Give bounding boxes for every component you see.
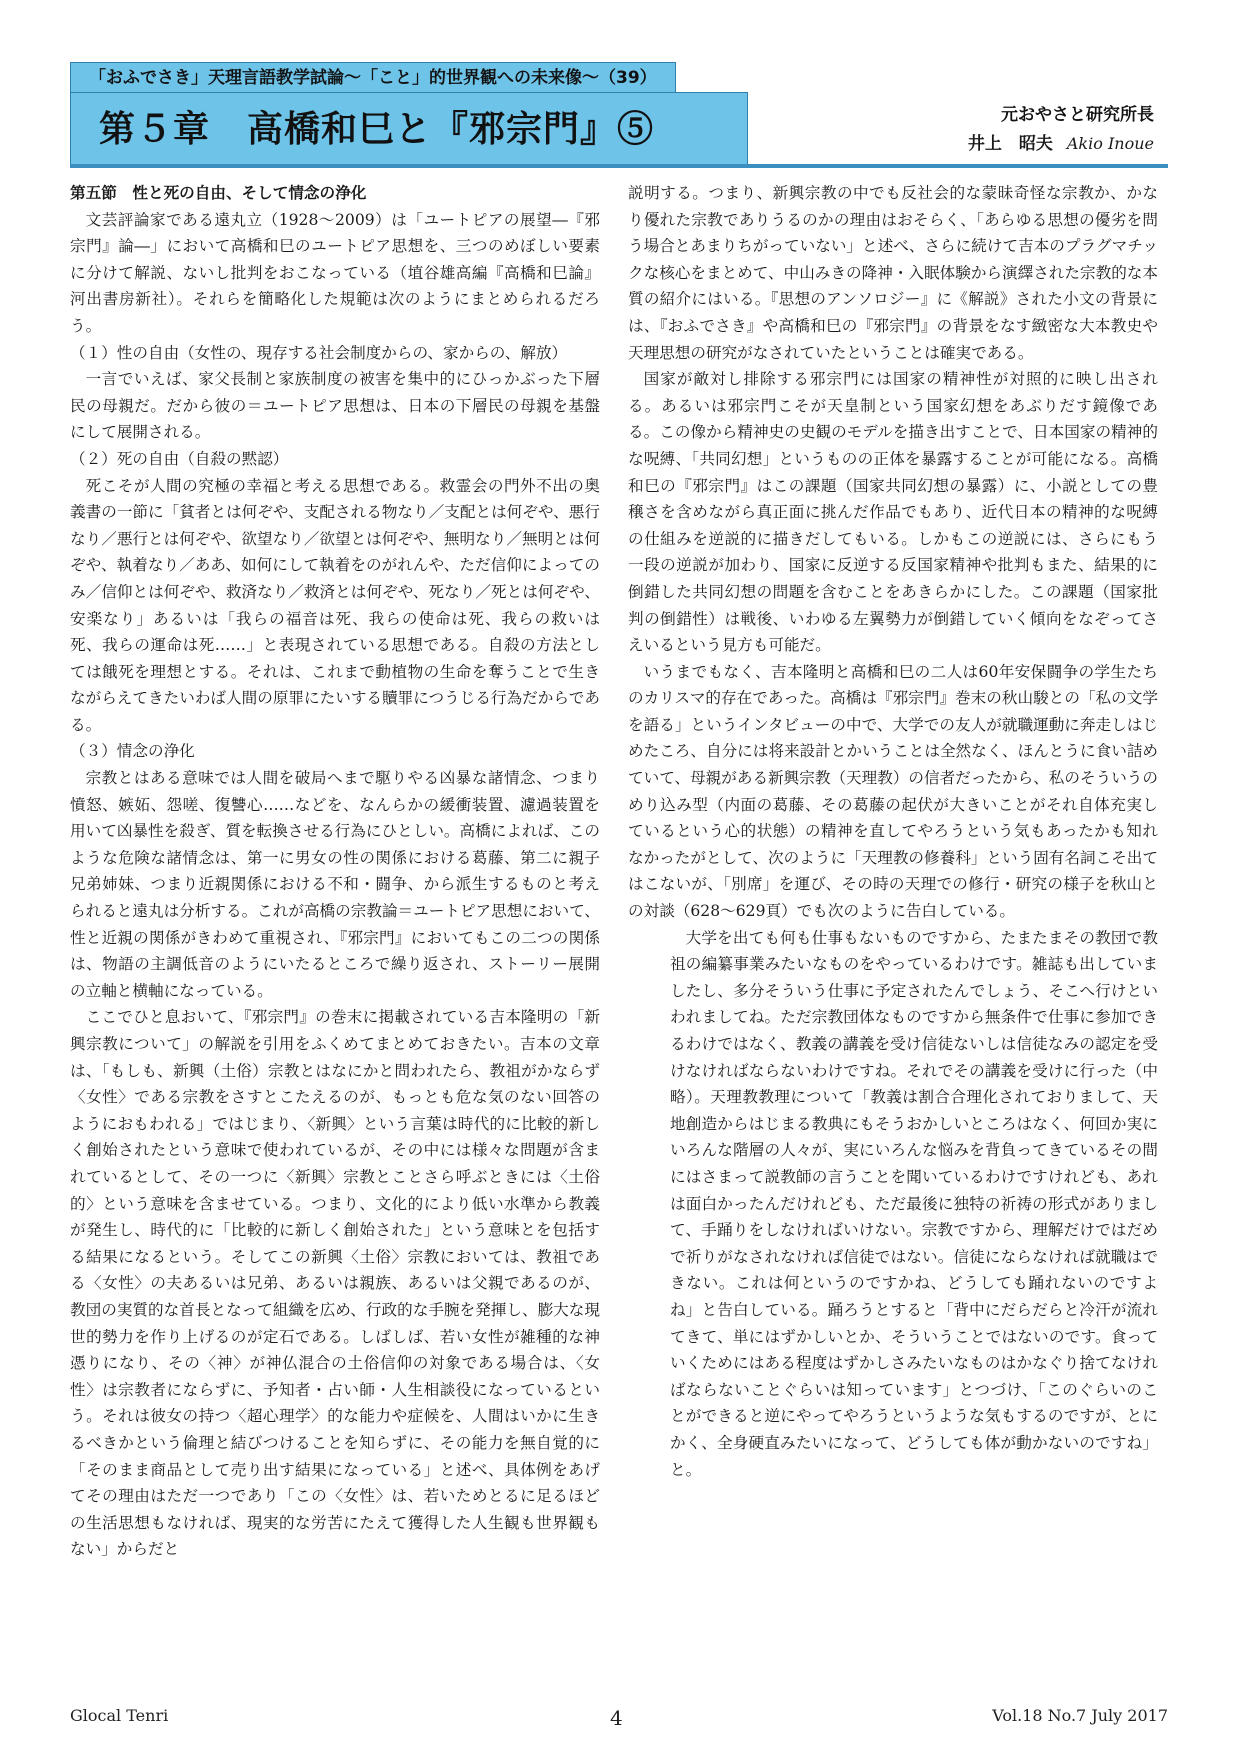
paragraph: いうまでもなく、吉本隆明と高橋和巳の二人は60年安保闘争の学生たちのカリスマ的存在であった。高橋は『邪宗門』巻末の秋山駿との「私の文学を語る」というインタビューの中で、大学での友人が就職運動に奔走しはじめたころ、自分には将来設計とかいうことは全然なく、ほんとうに食い詰めていて、母親がある新興宗教（天理教）の信者だったから、私のそういうのめり込み型（内面の葛藤、その葛藤の起伏が大きいことがそれ自体充実しているという心的状態）の精神を直してやろうという気もあったかも知れなかったがとして、次のように「天理教の修養科」という固有名詞こそ出てはこないが、「別席」を運び、その時の天理での修行・研究の様子を秋山との対談（628～629頁）でも次のように告白している。	[628, 662, 1158, 921]
volume-info: Vol.18 No.7 July 2017	[992, 1706, 1168, 1725]
article-header	[70, 62, 1168, 172]
paragraph: 説明する。つまり、新興宗教の中でも反社会的な蒙昧奇怪な宗教か、かなり優れた宗教でありうるのかの理由はおそらく、「あらゆる思想の優劣を問う場合とあまりちがっていない」と述べ、さらに続けて吉本のプラグマチックな核心をまとめて、中山みきの降神・入眠体験から演繹された宗教的な本質の紹介にはいる。『思想のアンソロジー』に《解説》された小文の背景には、『おふでさき』や高橋和巳の『邪宗門』の背景をなす緻密な大本教史や天理思想の研究がなされていたということは確実である。	[628, 184, 1158, 362]
block-quote: 大学を出ても何も仕事もないものですから、たまたまその教団で教祖の編纂事業みたいなものをやっているわけです。雑誌も出していましたし、多分そういう仕事に予定されたんでしょう、そこへ行けといわれましてね。ただ宗教団体なものですから無条件で仕事に参加できるわけではなく、教義の講義を受け信徒ないしは信徒なみの認定を受けなければならないわけですね。それでその講義を受けに行った（中略）。天理教教理について「教義は割合合理化されておりまして、天地創造からはじまる教典にもそうおかしいところはなく、何回か実にいろんな階層の人々が、実にいろんな悩みを背負ってきているその間にはさまって説教師の言うことを聞いているわけですけれども、あれは面白かったんだけれども、ただ最後に独特の祈祷の形式がありまして、手踊りをしなければいけない。宗教ですから、理解だけではだめで祈りがなされなければ信徒ではない。信徒にならなければ就職はできない。これは何というのですかね、どうしても踊れないのですよね」と告白している。踊ろうとすると「背中にだらだらと冷汗が流れてきて、単にはずかしいとか、そういうことではないのです。食っていくためにはある程度はずかしさみたいなものはかなぐり捨てなければならないことぐらいは知っています」とつづけ、「このぐらいのことができると逆にやってやろうというような気もするのですが、とにかく、全身硬直みたいになって、どうしても体が動かないのですね」と。	[670, 928, 1158, 1479]
author-line	[968, 129, 1154, 154]
subheading-2: （２）死の自由（自殺の黙認）	[70, 449, 289, 468]
paragraph: ここでひと息おいて、『邪宗門』の巻末に掲載されている吉本隆明の「新興宗教について」の解説を引用をふくめてまとめておきたい。吉本の文章は、「もしも、新興（土俗）宗教とはなにかと問われたら、教祖がかならず〈女性〉である宗教をさすとこたえるのが、もっとも危な気のない回答のようにおもわれる」ではじまり、〈新興〉という言葉は時代的に比較的新しく創始されたという意味で使われているが、その中には様々な問題が含まれているとして、その一つに〈新興〉宗教とことさら呼ぶときには〈土俗的〉という意味を含ませている。つまり、文化的により低い水準から教義が発生し、時代的に「比較的に新しく創始された」という意味とを包括する結果になるという。そしてこの新興〈土俗〉宗教においては、教祖である〈女性〉の夫あるいは兄弟、あるいは親族、あるいは父親であるのが、教団の実質的な首長となって組織を広め、行政的な手腕を発揮し、膨大な現世的勢力を作り上げるのが定石である。しばしば、若い女性が雑種的な神憑りになり、その〈神〉が神仏混合の土俗信仰の対象である場合は、〈女性〉は宗教者にならずに、予知者・占い師・人生相談役になっているという。それは彼女の持つ〈超心理学〉的な能力や症候を、人間はいかに生きるべきかという倫理と結びつけることを知らずに、その能力を無自覚的に「そのまま商品として売り出す結果になっている」と述べ、具体例をあげてその理由はただ一つであり「この〈女性〉は、若いためとるに足るほどの生活思想もなければ、現実的な労苦にたえて獲得した人生観も世界観もない」からだと	[70, 1008, 600, 1559]
publication-name: Glocal Tenri	[70, 1706, 169, 1725]
left-column	[70, 180, 600, 1563]
right-column	[628, 180, 1158, 1483]
article-title: 第５章 高橋和巳と『邪宗門』⑤	[99, 108, 655, 150]
author-role: 元おやさと研究所長	[1001, 105, 1154, 125]
page-footer	[70, 1706, 1168, 1732]
paragraph: 死こそが人間の究極の幸福と考える思想である。救霊会の門外不出の奥義書の一節に「貧者とは何ぞや、支配される物なり／支配とは何ぞや、悪行なり／悪行とは何ぞや、欲望なり／欲望とは何ぞや、無明なり／無明とは何ぞや、執着なり／ああ、如何にして執着をのがれんや、ただ信仰によってのみ／信仰とは何ぞや、救済なり／救済とは何ぞや、死なり／死とは何ぞや、安楽なり」あるいは「我らの福音は死、我らの使命は死、我らの救いは死、我らの運命は死……」と表現されている思想である。自殺の方法としては餓死を理想とする。それは、これまで動植物の生命を奪うことで生きながらえてきたいわば人間の原罪にたいする贖罪につうじる行為だからである。	[70, 476, 600, 734]
section-heading: 第五節 性と死の自由、そして情念の浄化	[70, 184, 367, 202]
page-number: 4	[610, 1706, 623, 1730]
author-block	[968, 100, 1154, 154]
paragraph: 宗教とはある意味では人間を破局へまで駆りやる凶暴な諸情念、つまり憤怒、嫉妬、怨嗟、復讐心……などを、なんらかの緩衝装置、濾過装置を用いて凶暴性を殺ぎ、質を転換させる行為にひとしい。高橋によれば、このような危険な諸情念は、第一に男女の性の関係における葛藤、第二に親子兄弟姉妹、つまり近親関係における不和・闘争、から派生するものと考えられると遠丸は分析する。これが高橋の宗教論＝ユートピア思想において、性と近親の関係がきわめて重視され、『邪宗門』においてもこの二つの関係は、物語の主調低音のようにいたるところで繰り返され、ストーリー展開の立軸と横軸になっている。	[70, 769, 600, 1000]
title-band	[70, 92, 748, 168]
subheading-3: （３）情念の浄化	[70, 742, 195, 761]
paragraph: 一言でいえば、家父長制と家族制度の被害を集中的にひっかぶった下層民の母親だ。だから彼の＝ユートピア思想は、日本の下層民の母親を基盤にして展開される。	[70, 370, 600, 442]
subheading-1: （１）性の自由（女性の、現存する社会制度からの、家からの、解放）	[70, 343, 568, 362]
series-title: 「おふでさき」天理言語教学試論〜「こと」的世界観への未来像〜（39）	[70, 62, 676, 93]
author-roman-name: Akio Inoue	[1066, 134, 1154, 153]
paragraph: 国家が敵対し排除する邪宗門には国家の精神性が対照的に映し出される。あるいは邪宗門こそが天皇制という国家幻想をあぶりだす鏡像である。この像から精神史の史観のモデルを描き出すことで、日本国家の精神的な呪縛、「共同幻想」というものの正体を暴露することが可能になる。高橋和巳の『邪宗門』はこの課題（国家共同幻想の暴露）に、小説としての豊穣さを含めながら真正面に挑んだ作品でもあり、近代日本の精神的な呪縛の仕組みを逆説的に描きだしてもいる。しかもこの逆説には、さらにもう一段の逆説が加わり、国家に反逆する反国家精神や批判もまた、結果的に倒錯した共同幻想の問題を含むことをあきらかにした。この課題（国家批判の倒錯性）は戦後、いわゆる左翼勢力が倒錯していく傾向をなぞってさえいるという見方も可能だ。	[628, 370, 1158, 655]
author-name: 井上 昭夫	[967, 134, 1053, 154]
paragraph: 文芸評論家である遠丸立（1928～2009）は「ユートピアの展望―『邪宗門』論―」において高橋和巳のユートピア思想を、三つのめぼしい要素に分けて解説、ないし批判をおこなっている（埴谷雄高編『高橋和巳論』河出書房新社）。それらを簡略化した規範は次のようにまとめられるだろう。	[70, 210, 600, 335]
header-rule	[70, 164, 1168, 168]
